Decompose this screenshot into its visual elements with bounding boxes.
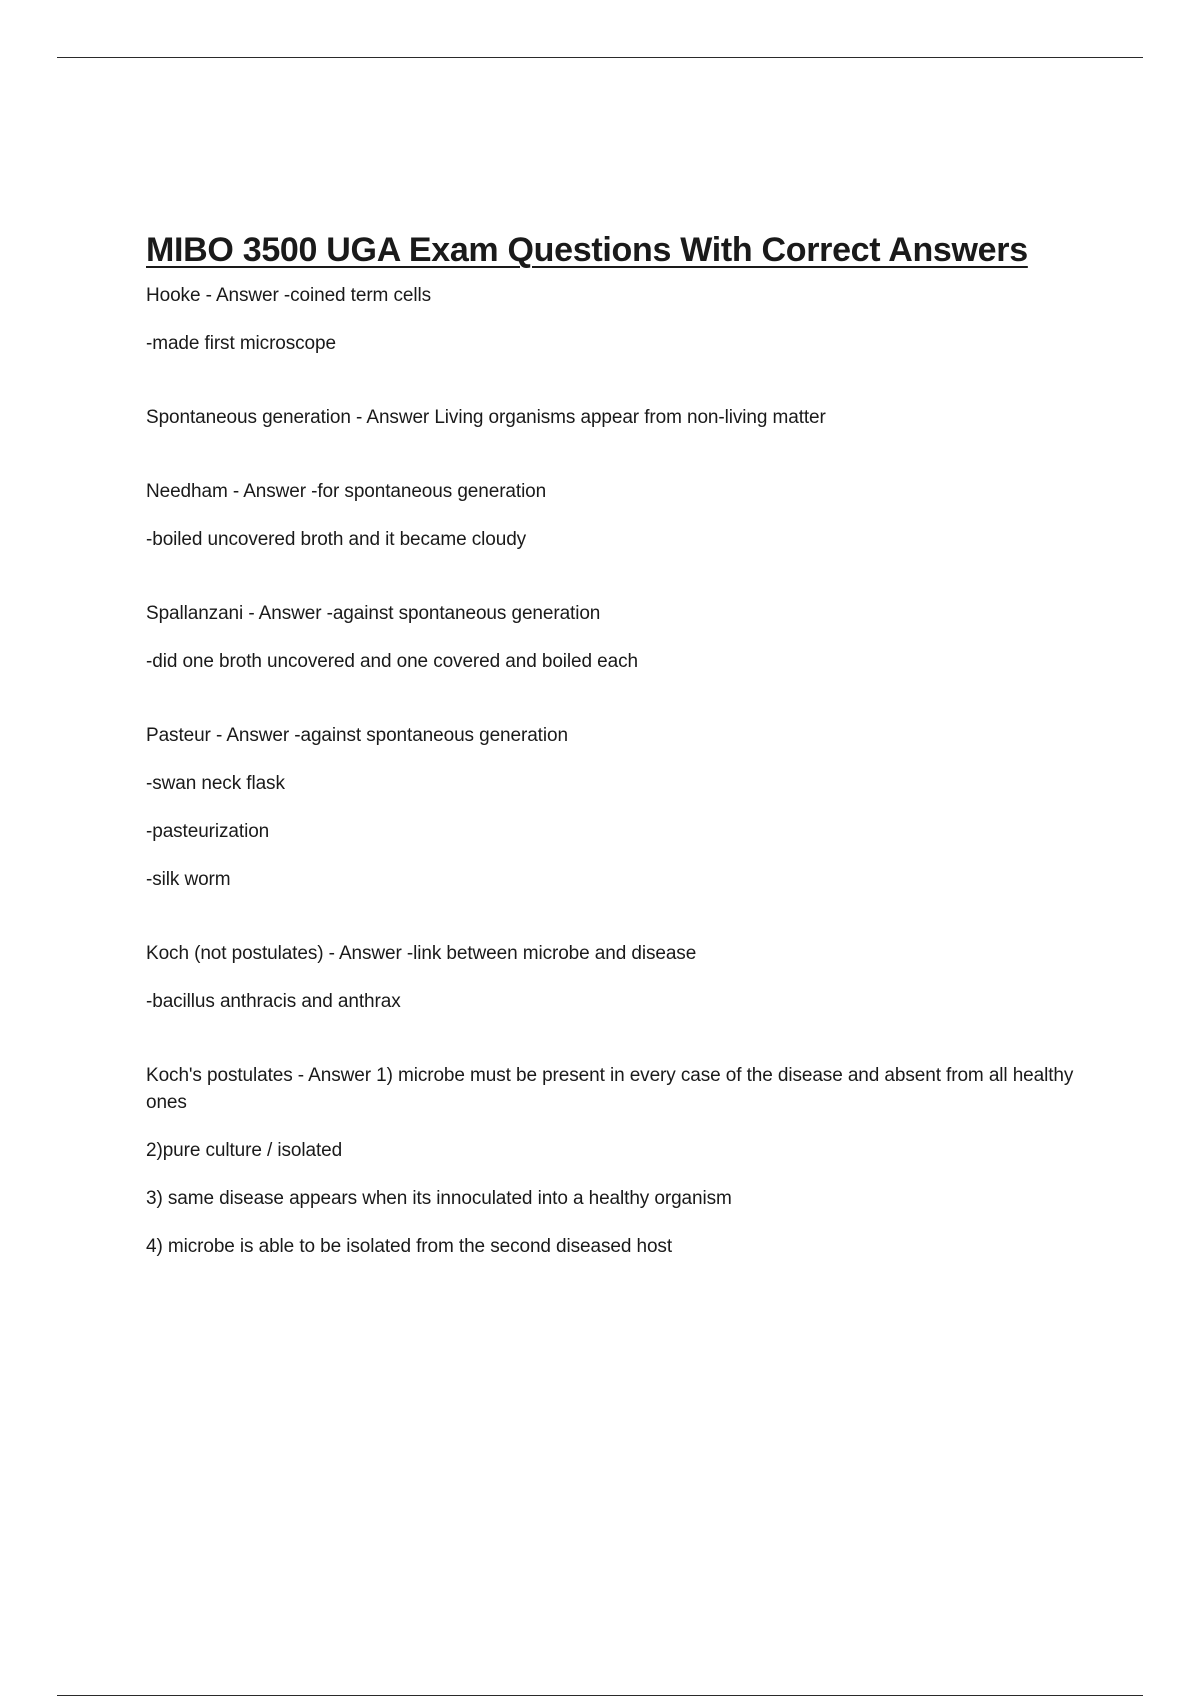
qa-entry-needham (146, 478, 1086, 553)
qa-entry-pasteur (146, 722, 1086, 893)
document-body (146, 226, 1086, 1307)
qa-question-line: Koch (not postulates) - Answer -link between microbe and disease (146, 943, 697, 964)
qa-entry-spontaneous-generation (146, 404, 1086, 431)
qa-answer-line: -boiled uncovered broth and it became cloudy (146, 529, 527, 550)
header-rule (57, 57, 1143, 58)
qa-answer-line: -made first microscope (146, 333, 336, 354)
footer-rule (57, 1695, 1143, 1696)
qa-answer-line: -pasteurization (146, 821, 270, 842)
qa-question-line: Hooke - Answer -coined term cells (146, 285, 431, 306)
qa-entry-koch (146, 940, 1086, 1015)
qa-answer-line: 3) same disease appears when its innoculated into a healthy organism (146, 1188, 732, 1209)
qa-question-line: Spallanzani - Answer -against spontaneous generation (146, 603, 601, 624)
qa-entry-spallanzani (146, 600, 1086, 675)
qa-answer-line: -swan neck flask (146, 773, 285, 794)
qa-answer-line: 4) microbe is able to be isolated from the second diseased host (146, 1236, 672, 1257)
qa-entry-kochs-postulates (146, 1062, 1086, 1260)
qa-answer-line: 2)pure culture / isolated (146, 1140, 343, 1161)
qa-list (146, 282, 1086, 1260)
qa-question-line: Needham - Answer -for spontaneous generation (146, 481, 547, 502)
qa-answer-line: -silk worm (146, 869, 231, 890)
qa-question-line: Pasteur - Answer -against spontaneous generation (146, 725, 568, 746)
qa-question-line: Koch's postulates - Answer 1) microbe must be present in every case of the disease and absent from all healthy ones (146, 1065, 1074, 1113)
qa-question-line: Spontaneous generation - Answer Living organisms appear from non-living matter (146, 407, 826, 428)
qa-answer-line: -bacillus anthracis and anthrax (146, 991, 401, 1012)
qa-answer-line: -did one broth uncovered and one covered and boiled each (146, 651, 638, 672)
qa-entry-hooke (146, 282, 1086, 357)
document-title: MIBO 3500 UGA Exam Questions With Correct Answers (146, 231, 1028, 269)
